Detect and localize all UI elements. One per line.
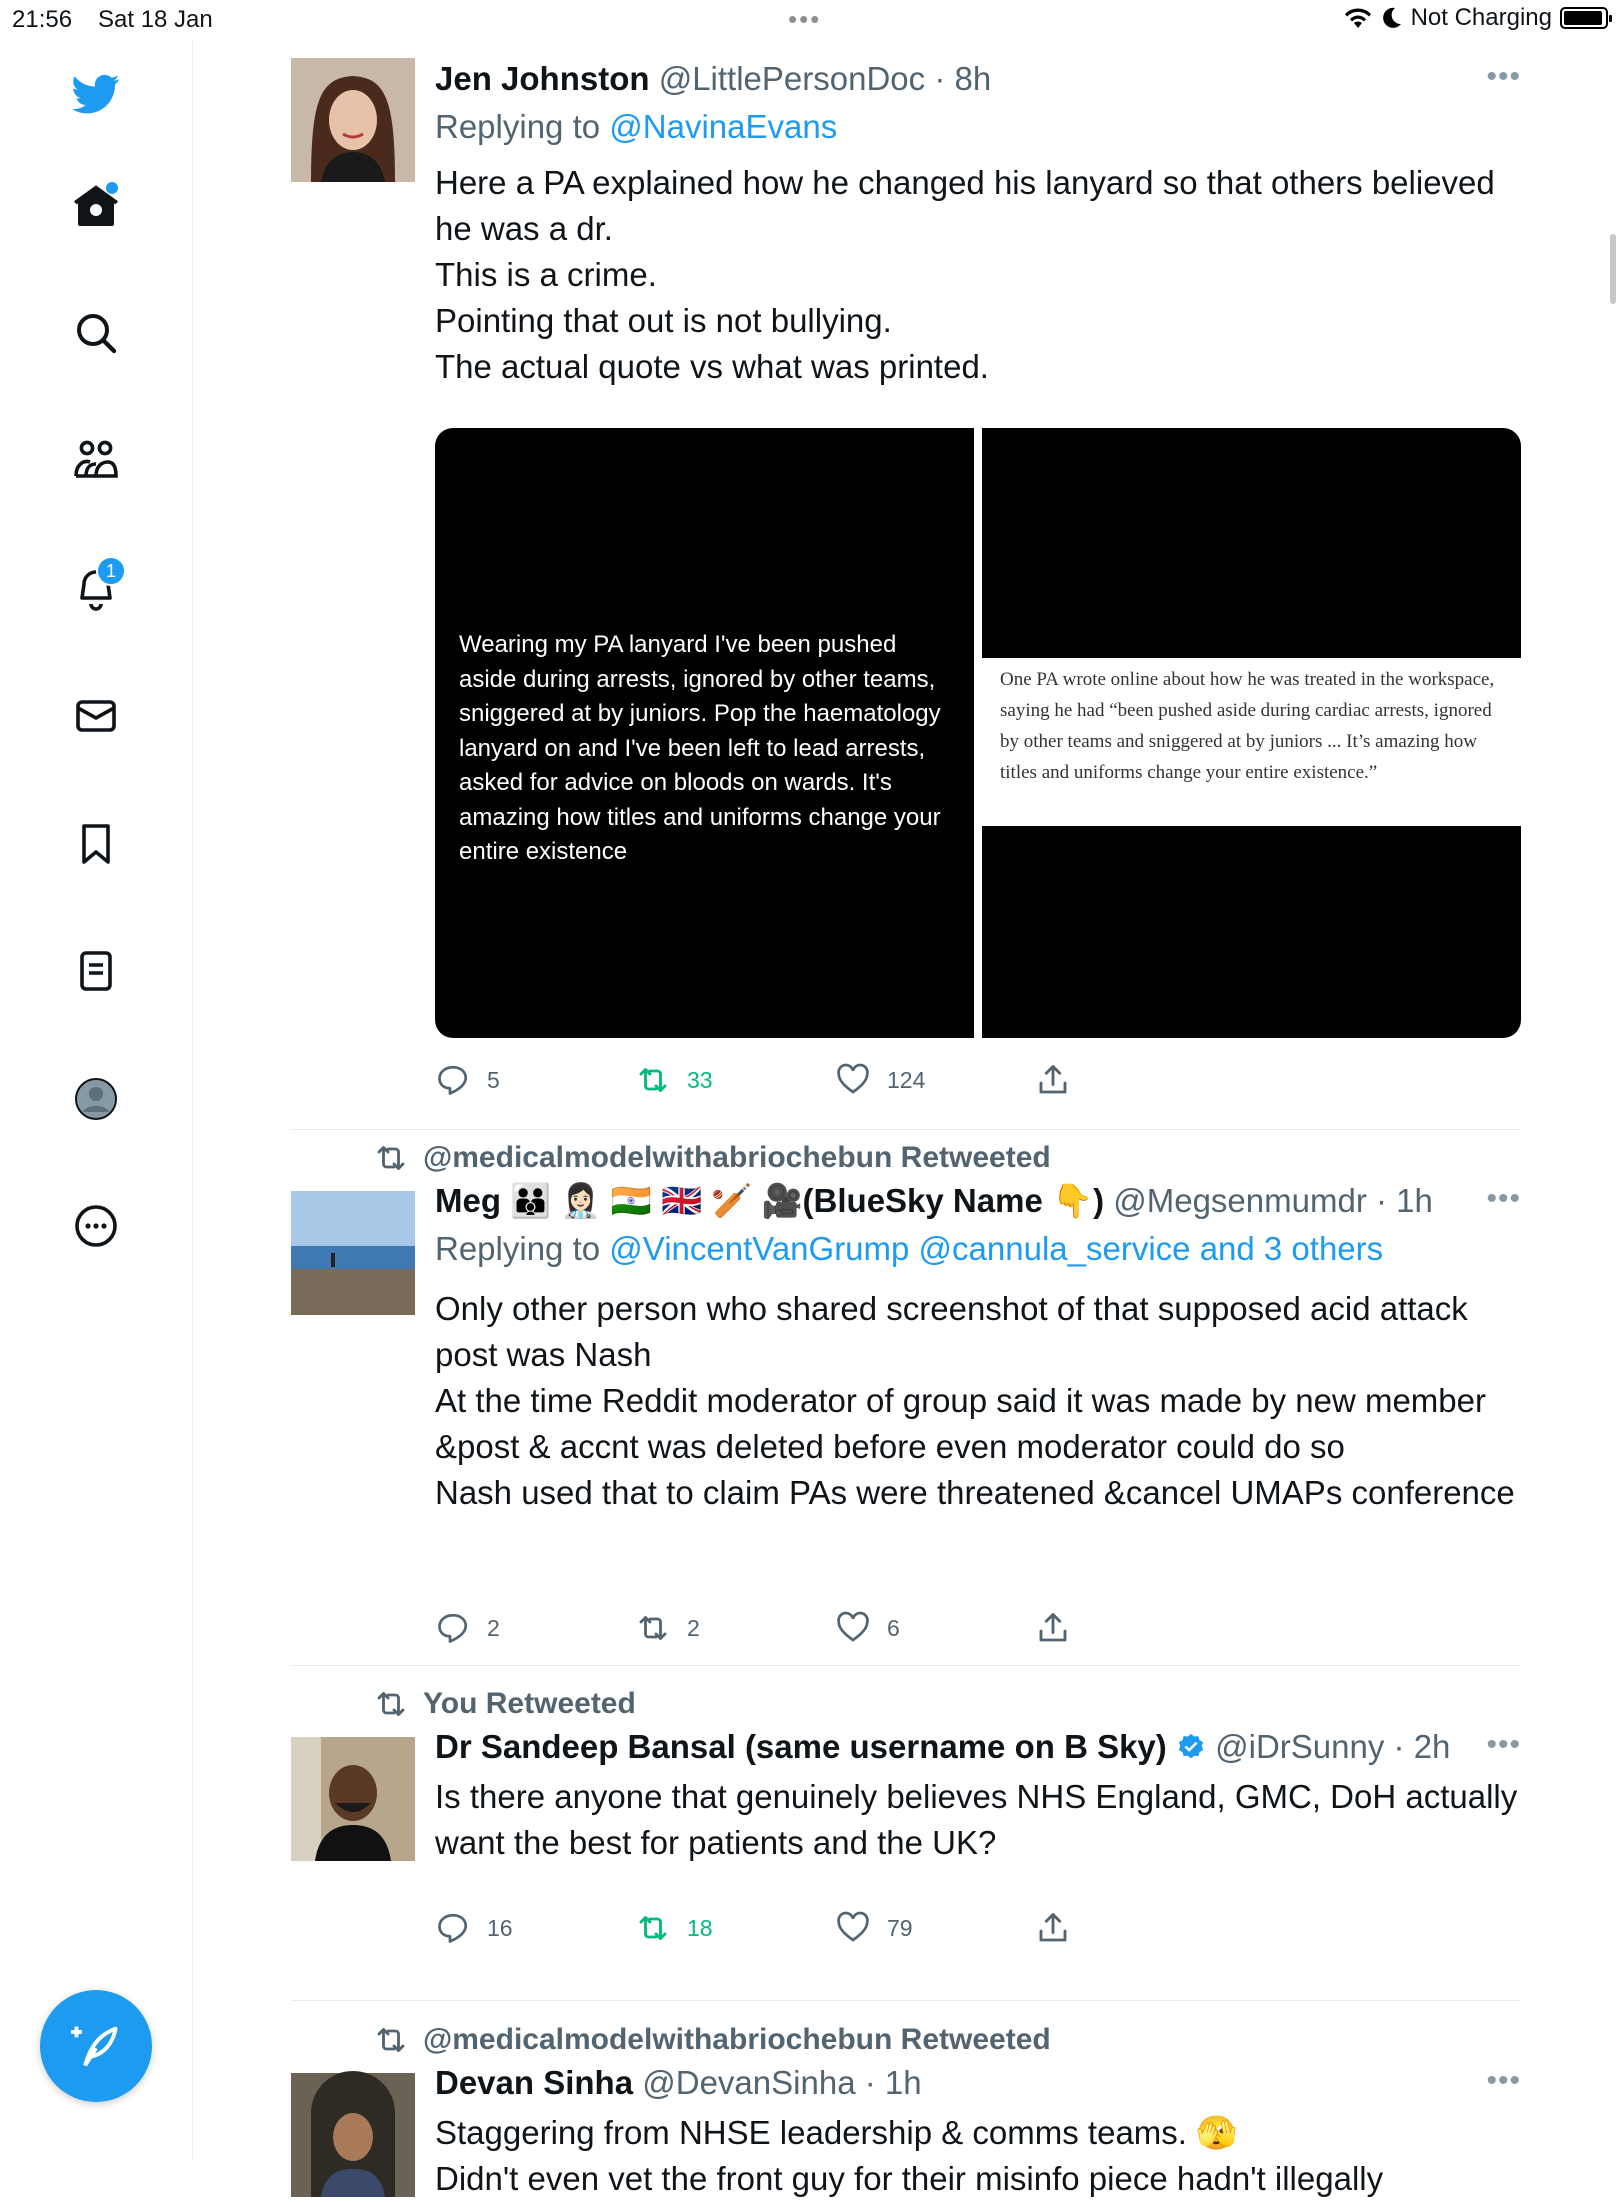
- share-button[interactable]: [1035, 1062, 1235, 1098]
- tweet-text: Here a PA explained how he changed his lanyard so that others believed he was a dr. This is a crime. Pointing that out is not bullying. The actual quote vs what was printed.: [435, 164, 1495, 385]
- retweeted-by-text[interactable]: You Retweeted: [423, 1687, 636, 1720]
- retweet-count: 18: [687, 1914, 713, 1941]
- list-icon: [72, 947, 120, 995]
- reply-button[interactable]: [435, 1910, 635, 1946]
- retweet-indicator-icon: [373, 1686, 409, 1722]
- avatar[interactable]: [291, 1737, 415, 1861]
- like-count: 124: [887, 1066, 926, 1093]
- more-options-icon[interactable]: •••: [1486, 60, 1521, 93]
- tweet-content: [435, 2062, 1521, 2202]
- tweet-time: · 1h: [864, 2064, 922, 2101]
- author-handle[interactable]: @Megsenmumdr: [1113, 1182, 1367, 1219]
- author-handle[interactable]: @DevanSinha: [642, 2064, 856, 2101]
- bird-icon: [72, 70, 120, 118]
- reply-button[interactable]: [435, 1610, 635, 1646]
- replying-prefix: Replying to: [435, 1230, 601, 1267]
- verified-badge-icon: [1176, 1732, 1206, 1762]
- reply-count: 16: [487, 1914, 513, 1941]
- retweeted-by: [373, 2020, 1051, 2060]
- twitter-logo[interactable]: [60, 58, 132, 130]
- nav-more[interactable]: [60, 1190, 132, 1262]
- replying-to: [435, 1226, 1521, 1272]
- communities-icon: [72, 436, 120, 484]
- nav-home[interactable]: [60, 170, 132, 242]
- heart-icon: [835, 1062, 871, 1098]
- retweeted-by: [373, 1138, 1051, 1178]
- tweet-actions: [435, 1910, 1235, 1946]
- author-name[interactable]: Jen Johnston: [435, 60, 650, 97]
- nav-messages[interactable]: [60, 680, 132, 752]
- reply-icon: [435, 1910, 471, 1946]
- retweeted-by: [373, 1684, 636, 1724]
- more-options-icon[interactable]: •••: [1486, 1182, 1521, 1215]
- avatar[interactable]: [291, 2073, 415, 2197]
- author-handle[interactable]: @iDrSunny: [1215, 1728, 1385, 1765]
- media-image-left[interactable]: [435, 428, 974, 1038]
- tweet-divider: [291, 1129, 1521, 1130]
- compose-tweet-button[interactable]: [40, 1990, 152, 2102]
- like-button[interactable]: [835, 1910, 1035, 1946]
- search-icon: [72, 309, 120, 357]
- avatar[interactable]: [291, 1191, 415, 1315]
- retweet-indicator-icon: [373, 2022, 409, 2058]
- tweet-content: [435, 58, 1521, 1093]
- replying-prefix: Replying to: [435, 108, 601, 145]
- tweet-text: Is there anyone that genuinely believes NHS England, GMC, DoH actually want the best for patients and the UK?: [435, 1778, 1518, 1861]
- tweet-header: [435, 2062, 1521, 2104]
- tweet-header: [435, 58, 1521, 100]
- notification-badge: 1: [96, 556, 126, 586]
- nav-bookmarks[interactable]: [60, 808, 132, 880]
- tweet-time: · 2h: [1393, 1728, 1451, 1765]
- bookmark-icon: [72, 820, 120, 868]
- retweet-icon: [635, 1062, 671, 1098]
- home-new-dot: [106, 182, 118, 194]
- nav-profile[interactable]: [60, 1063, 132, 1135]
- nav-lists[interactable]: [60, 935, 132, 1007]
- charging-status: Not Charging: [1410, 4, 1552, 31]
- share-button[interactable]: [1035, 1610, 1235, 1646]
- battery-icon: [1560, 7, 1608, 29]
- tweet-time: · 8h: [934, 60, 992, 97]
- moon-icon: [1381, 6, 1403, 30]
- more-circle-icon: [72, 1202, 120, 1250]
- like-count: 6: [887, 1614, 900, 1641]
- status-date: Sat 18 Jan: [98, 6, 213, 33]
- status-bar: [0, 0, 1620, 40]
- nav-explore[interactable]: [60, 297, 132, 369]
- tweet-header: [435, 1180, 1521, 1222]
- replying-to-link[interactable]: @NavinaEvans: [609, 108, 838, 145]
- reply-icon: [435, 1062, 471, 1098]
- retweet-icon: [635, 1910, 671, 1946]
- status-right: [1343, 4, 1608, 32]
- retweeted-by-text[interactable]: @medicalmodelwithabriochebun Retweeted: [423, 2023, 1051, 2056]
- scrollbar[interactable]: [1610, 234, 1616, 304]
- author-name[interactable]: Devan Sinha: [435, 2064, 634, 2101]
- tweet-header: [435, 1726, 1521, 1768]
- share-button[interactable]: [1035, 1910, 1235, 1946]
- media-image-right[interactable]: [982, 428, 1521, 1038]
- heart-icon: [835, 1610, 871, 1646]
- tweet-text: Staggering from NHSE leadership & comms teams. 🫣 Didn't even vet the front guy for their misinfo piece hadn't illegally: [435, 2114, 1384, 2197]
- retweet-icon: [635, 1610, 671, 1646]
- like-count: 79: [887, 1914, 913, 1941]
- compose-feather-icon: [70, 2020, 122, 2072]
- tweet-content: [435, 1180, 1521, 1641]
- sidebar: [0, 40, 193, 2160]
- tweet-actions: [435, 1062, 1235, 1098]
- share-icon: [1035, 1910, 1071, 1946]
- profile-icon: [72, 1075, 120, 1123]
- nav-communities[interactable]: [60, 424, 132, 496]
- nav-notifications[interactable]: [60, 552, 132, 624]
- tweet-time: · 1h: [1375, 1182, 1433, 1219]
- tweet-text: Only other person who shared screenshot of that supposed acid attack post was Nash At the time Reddit moderator of group said it was made by new member &post & accnt was deleted before even moderator could do so Nash used that to claim PAs were threatened &cancel UMAPs conference: [435, 1290, 1515, 1511]
- share-icon: [1035, 1610, 1071, 1646]
- mail-icon: [72, 692, 120, 740]
- retweet-button[interactable]: [635, 1910, 835, 1946]
- replying-to: [435, 104, 1521, 150]
- reply-icon: [435, 1610, 471, 1646]
- author-name[interactable]: Dr Sandeep Bansal (same username on B Sky): [435, 1728, 1167, 1765]
- replying-to-link[interactable]: @VincentVanGrump @cannula_service and 3 others: [609, 1230, 1384, 1267]
- tweet-media[interactable]: [435, 428, 1521, 1038]
- heart-icon: [835, 1910, 871, 1946]
- media-image-right-text: One PA wrote online about how he was treated in the workspace, saying he had “been pushed aside during cardiac arrests, ignored by other teams and sniggered at by juniors ... It’s amazing how titles and uniforms change your entire existence.”: [982, 658, 1521, 826]
- retweet-indicator-icon: [373, 1140, 409, 1176]
- reply-count: 2: [487, 1614, 500, 1641]
- more-options-icon[interactable]: •••: [1486, 1728, 1521, 1761]
- retweeted-by-text[interactable]: @medicalmodelwithabriochebun Retweeted: [423, 1141, 1051, 1174]
- retweet-count: 33: [687, 1066, 713, 1093]
- tweet-divider: [291, 1665, 1521, 1666]
- tweet-actions: [435, 1610, 1235, 1646]
- reply-button[interactable]: [435, 1062, 635, 1098]
- author-name[interactable]: Meg 🧑‍🧑‍🧒 👩🏻‍⚕️ 🇮🇳 🇬🇧 🏏 🎥(BlueSky Name 👇): [435, 1182, 1105, 1219]
- share-icon: [1035, 1062, 1071, 1098]
- tweet-content: [435, 1726, 1521, 1941]
- retweet-count: 2: [687, 1614, 700, 1641]
- tweet-divider: [291, 2000, 1521, 2001]
- status-time: 21:56: [12, 6, 73, 33]
- reply-count: 5: [487, 1066, 500, 1093]
- avatar[interactable]: [291, 58, 415, 182]
- wifi-icon: [1343, 6, 1373, 30]
- like-button[interactable]: [835, 1610, 1035, 1646]
- retweet-button[interactable]: [635, 1062, 835, 1098]
- multitask-dots[interactable]: •••: [788, 4, 822, 34]
- media-image-left-text: Wearing my PA lanyard I've been pushed aside during arrests, ignored by other teams, sniggered at by juniors. Pop the haematology lanyard on and I've been left to lead arrests, asked for advice on bloods on wards. It's amazing how titles and uniforms change your entire existence: [459, 631, 941, 865]
- more-options-icon[interactable]: •••: [1486, 2064, 1521, 2097]
- author-handle[interactable]: @LittlePersonDoc: [658, 60, 926, 97]
- retweet-button[interactable]: [635, 1610, 835, 1646]
- like-button[interactable]: [835, 1062, 1035, 1098]
